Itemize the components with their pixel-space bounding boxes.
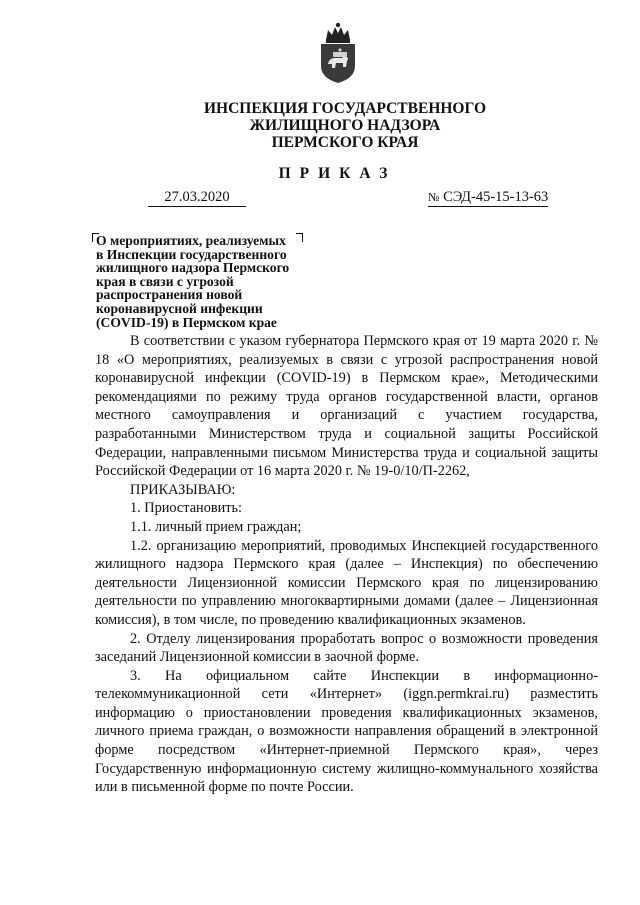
document-date: 27.03.2020 (148, 188, 246, 207)
item-1-1: 1.1. личный прием граждан; (130, 518, 302, 535)
order-word: ПРИКАЗЫВАЮ: (130, 481, 236, 498)
document-type: ПРИКАЗ (278, 165, 397, 182)
document-body (95, 332, 598, 797)
preamble-paragraph: В соответствии с указом губернатора Пермского края от 19 марта 2020 г. № 18 «О мероприятиях, реализуемых в связи с угрозой распространения новой коронавирусной инфекции (COVID-19) в Пермском крае», Методическими рекомендациями по режиму труда органов государственной власти, органов местного самоуправления и организаций с участием государства, разработанными Министерством труда и социальной защиты Российской Федерации, направленными письмом Министерства труда и социальной защиты Российской Федерации от 16 марта 2020 г. № 19-0/10/П-2262, (95, 333, 598, 480)
item-2: 2. Отделу лицензирования проработать вопрос о возможности проведения заседаний Лицензионной комиссии в заочной форме. (95, 630, 598, 666)
item-3: 3. На официальном сайте Инспекции в информационно-телекоммуникационной сети «Интернет» (iggn.permkrai.ru) разместить информацию о приостановлении проведения квалификационных экзаменов, личного приема граждан, о возможности направления обращений в электронной форме посредством «Интернет-приемной Пермского края», через Государственную информационную систему жилищно-коммунального хозяйства или в письменной форме по почте России. (95, 667, 598, 796)
document-subject (96, 234, 311, 329)
authority-line-2: ЖИЛИЩНОГО НАДЗОРА (249, 117, 441, 134)
subject-line: распространения новой (96, 287, 243, 303)
subject-line: края в связи с угрозой (96, 273, 234, 289)
coat-of-arms-icon (318, 22, 358, 84)
subject-line: (COVID-19) в Пермском крае (96, 314, 277, 330)
subject-line: жилищного надзора Пермского (96, 260, 290, 276)
document-number (428, 188, 548, 207)
issuing-authority (0, 100, 640, 151)
item-1-2: 1.2. организацию мероприятий, проводимых Инспекцией государственного жилищного надзора Пермского края (далее – Инспекция) по обеспечению деятельности Лицензионной комиссии Пермского края по лицензированию деятельности по управлению многоквартирными домами (далее – Лицензионная комиссия), в том числе, по проведению квалификационных экзаменов. (95, 537, 598, 628)
subject-line: в Инспекции государственного (96, 246, 287, 262)
subject-line: О мероприятиях, реализуемых (96, 233, 286, 248)
subject-line: коронавирусной инфекции (96, 300, 263, 316)
authority-line-3: ПЕРМСКОГО КРАЯ (271, 134, 419, 151)
authority-line-1: ИНСПЕКЦИЯ ГОСУДАРСТВЕННОГО (203, 100, 487, 117)
number-sign: № (428, 190, 440, 204)
item-1: 1. Приостановить: (130, 500, 242, 517)
number-value: СЭД-45-15-13-63 (443, 189, 549, 205)
